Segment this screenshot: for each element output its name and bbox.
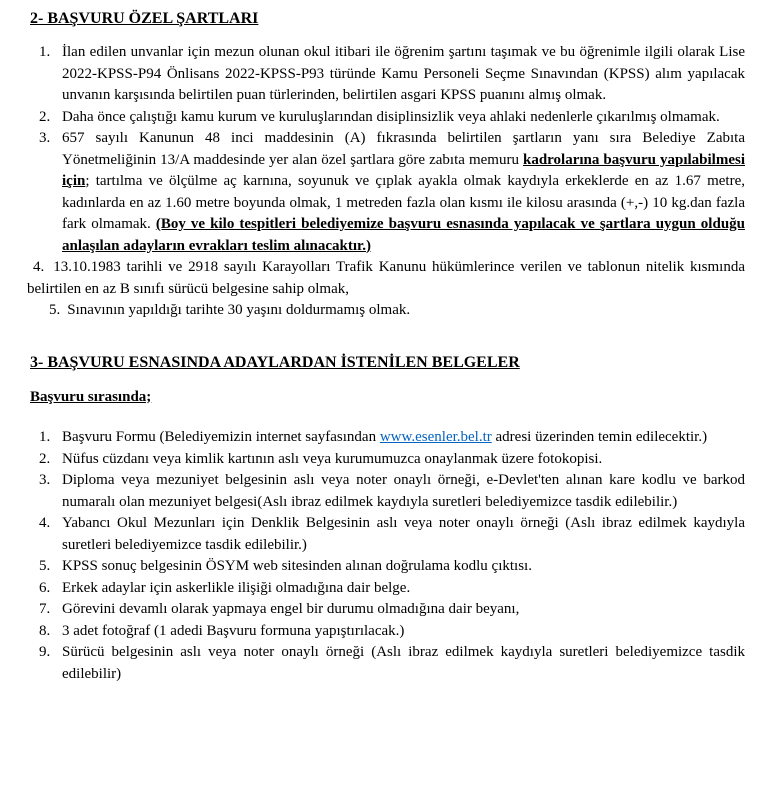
item-number: 5. xyxy=(49,302,61,318)
item-number: 2. xyxy=(39,450,51,467)
item-number: 6. xyxy=(39,579,51,596)
item-text: Sürücü belgesinin aslı veya noter onaylı örneği (Aslı ibraz edilmek kaydıyla suretleri belediyemizce tasdik edilebilir) xyxy=(62,644,745,682)
item-number: 3. xyxy=(39,472,51,488)
item-text: Sınavının yapıldığı tarihte 30 yaşını doldurmamış olmak. xyxy=(67,302,411,318)
list-item xyxy=(30,427,745,449)
item-number: 5. xyxy=(39,558,51,574)
item-number: 4. xyxy=(33,259,45,275)
section-3-heading-text: 3- BAŞVURU ESNASINDA ADAYLARDAN İSTENİLEN BELGELER xyxy=(30,353,520,371)
section-2-list xyxy=(30,42,745,257)
bold-underline-phrase: kadrolarına başvuru yapılabilmesi için xyxy=(62,151,745,189)
item-text: Görevini devamlı olarak yapmaya engel bir durumu olmadığına dair beyanı, xyxy=(62,601,520,617)
list-item xyxy=(49,300,745,322)
item-text: 13.10.1983 tarihli ve 2918 sayılı Karayolları Trafik Kanunu hükümlerince verilen ve tablonun nitelik kısmında belirtilen en az B sınıfı sürücü belgesine sahip olmak, xyxy=(27,259,745,297)
item-number: 9. xyxy=(39,644,51,660)
list-item xyxy=(30,599,745,621)
item-text: Diploma veya mezuniyet belgesinin aslı veya noter onaylı örneği, e-Devlet'ten alınan kare kodlu ve barkod numaralı olan mezuniyet belgesi(Aslı ibraz edilmek kaydıyla suretleri belediyemizce tasdik edilebilir.) xyxy=(62,472,745,510)
subheading-basvuru-sirasinda xyxy=(30,387,745,409)
list-item xyxy=(30,513,745,556)
item-number: 1. xyxy=(39,44,51,60)
list-item xyxy=(30,621,745,643)
list-item xyxy=(30,642,745,685)
list-item xyxy=(30,470,745,513)
item-text-run: 657 sayılı Kanunun 48 inci maddesinin (A) fıkrasında belirtilen şartların yanı sıra Belediye Zabıta Yönetmeliğinin 13/A maddesinde yer alan özel şartlara göre zabıta memuru xyxy=(62,130,745,168)
item-number: 1. xyxy=(39,429,51,445)
item-number: 3. xyxy=(39,130,51,146)
list-item xyxy=(30,556,745,578)
item-text: Yabancı Okul Mezunları için Denklik Belgesinin aslı veya noter onaylı örneği (Aslı ibraz edilmek kaydıyla suretleri belediyemizce tasdik edilebilir.) xyxy=(62,515,745,553)
section-2-heading xyxy=(30,8,745,30)
item-text: Daha önce çalıştığı kamu kurum ve kuruluşlarından disiplinsizlik veya ahlaki nedenlerle çıkarılmış olmamak. xyxy=(62,108,720,125)
item-number: 8. xyxy=(39,622,51,639)
item-text-run: ; tartılma ve ölçülme aç karnına, soyunuk ve çıplak ayakla olmak kaydıyla erkeklerde en az 1.67 metre, kadınlarda en az 1.60 metre boyunda olmak, 1 metreden fazla olan kısmı ile kilosu arasında (+,-) 10 kg.dan fazla fark olmamak. xyxy=(62,173,745,232)
item-text: Erkek adaylar için askerlikle ilişiği olmadığına dair belge. xyxy=(62,579,411,596)
section-2-heading-text: 2- BAŞVURU ÖZEL ŞARTLARI xyxy=(30,10,259,27)
item-text: KPSS sonuç belgesinin ÖSYM web sitesinden alınan doğrulama kodlu çıktısı. xyxy=(62,558,532,574)
item-number: 7. xyxy=(39,601,51,617)
item-number: 4. xyxy=(39,515,51,531)
item-text-run: adresi üzerinden temin edilecektir.) xyxy=(491,429,708,445)
item-text xyxy=(62,130,745,254)
item-text xyxy=(62,429,707,445)
list-item xyxy=(30,42,745,107)
list-item xyxy=(30,578,745,600)
item-number: 2. xyxy=(39,108,51,125)
list-item xyxy=(30,107,745,129)
subheading-text: Başvuru sırasında; xyxy=(30,388,152,405)
bold-underline-phrase: (Boy ve kilo tespitleri belediyemize başvuru esnasında yapılacak ve şartlara uygun olduğu anlaşılan adayların evrakları teslim alınacaktır.) xyxy=(62,216,745,254)
list-item xyxy=(30,128,745,257)
item-text: Nüfus cüzdanı veya kimlik kartının aslı veya kurumumuzca onaylanmak üzere fotokopisi. xyxy=(62,450,603,467)
section-3-list xyxy=(30,427,745,685)
item-text: 3 adet fotoğraf (1 adedi Başvuru formuna yapıştırılacak.) xyxy=(62,622,405,639)
website-link[interactable]: www.esenler.bel.tr xyxy=(379,429,492,445)
list-item xyxy=(30,449,745,471)
item-text: İlan edilen unvanlar için mezun olunan okul itibari ile öğrenim şartını taşımak ve bu öğrenimle ilgili olarak Lise 2022-KPSS-P94 Önlisans 2022-KPSS-P93 türünde Kamu Personeli Seçme Sınavından (KPSS) alım yapılacak unvanın karşısında belirtilen puan türlerinden, belirtilen asgari KPSS puanını almış olmak. xyxy=(62,44,745,103)
section-3-heading xyxy=(30,352,745,374)
item-text-run: Başvuru Formu (Belediyemizin internet sayfasından xyxy=(62,429,380,445)
list-item xyxy=(27,257,745,300)
